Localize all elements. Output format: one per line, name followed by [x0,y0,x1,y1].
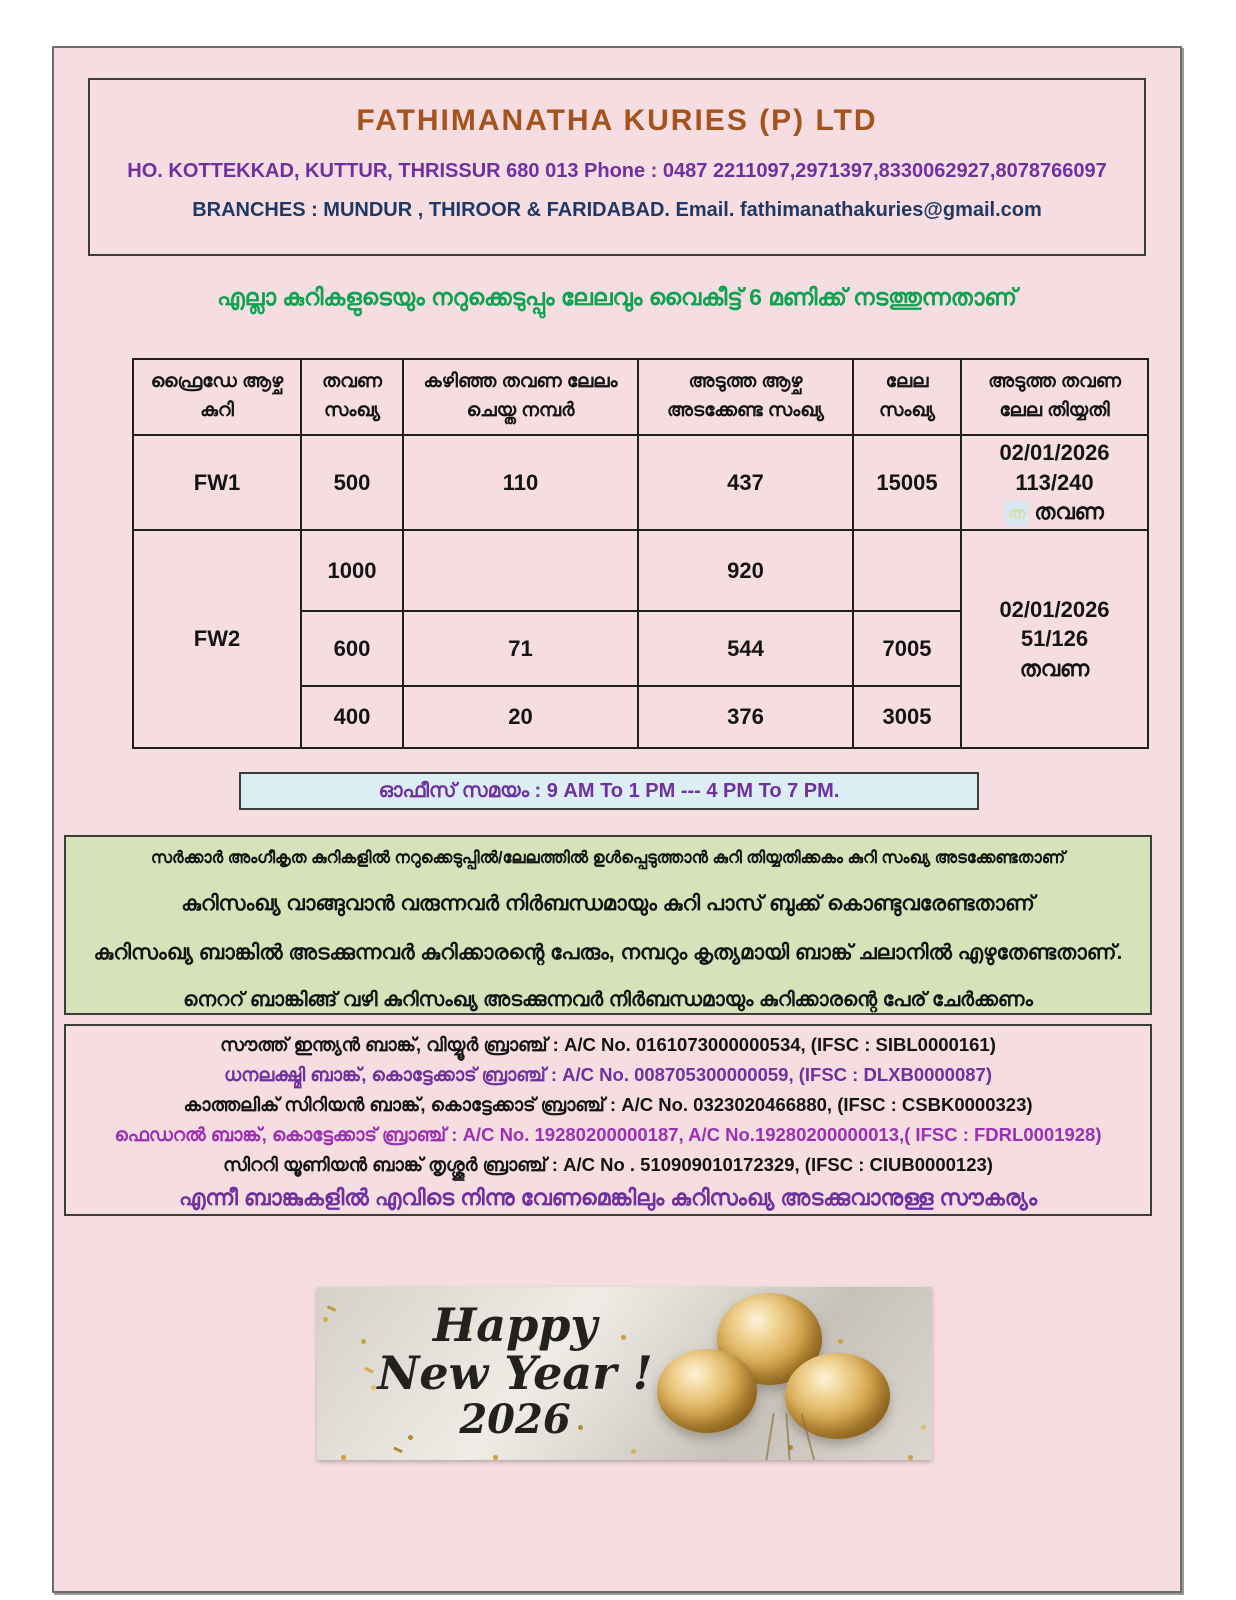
greeting-line-2: New Year ! [377,1346,653,1401]
header-last-auctioned-number: കഴിഞ്ഞ തവണ ലേലം ചെയ്ത നമ്പർ [403,359,638,435]
company-header-box [88,78,1146,256]
rule-line-2: കുറിസംഖ്യ വാങ്ങുവാൻ വരുന്നവർ നിർബന്ധമായും കുറി പാസ് ബുക്ക് കൊണ്ടുവരേണ്ടതാണ് [181,892,1035,915]
kuri-schedule-table-wrap [132,358,1149,749]
greeting-line-3: 2026 [459,1395,571,1443]
balloon-string [765,1413,774,1460]
office-hours-bar: ഓഫീസ് സമയം : 9 AM To 1 PM --- 4 PM To 7 PM. [239,772,979,810]
fw1-auction-amount: 15005 [853,435,961,530]
fw1-last-auction-no: 110 [403,435,638,530]
fw2-1000-installment: 1000 [301,530,403,611]
fw2-thavana-word: തവണ [1019,655,1090,681]
fw1-installment: 500 [301,435,403,530]
fw2-1000-next-week-amount: 920 [638,530,853,611]
fw2-600-installment: 600 [301,611,403,686]
fw2-600-next-week-amount: 544 [638,611,853,686]
bank-line-city-union-bank: സിററി യൂണിയൻ ബാങ്ക് തൃശ്ശൂർ ബ്രാഞ്ച് : A/C No . 510909010172329, (IFSC : CIUB0000123) [223,1154,993,1175]
table-header-row [133,359,1148,435]
table-row-fw2-1000 [133,530,1148,611]
confetti-bars [327,1305,336,1312]
fw2-installment-count: 51/126 [1020,626,1089,652]
header-next-auction-date: അടുത്ത തവണ ലേല തിയ്യതി [961,359,1148,435]
fw2-400-next-week-amount: 376 [638,686,853,748]
gold-balloon-icon [785,1353,890,1439]
fw2-600-last-auction-no: 71 [403,611,638,686]
greeting-line-1: Happy [432,1298,598,1352]
happy-new-year-banner [317,1287,932,1460]
header-friday-week-kuri: ഫ്രൈഡേ ആഴ്ച കുറി [133,359,301,435]
rule-line-3: കുറിസംഖ്യ ബാങ്കിൽ അടക്കുന്നവർ കുറിക്കാരന്റെ പേരും, നമ്പറും കൃത്യമായി ബാങ്ക് ചലാനിൽ എഴുതേണ്ടതാണ്. [93,941,1123,964]
header-installment-amount: തവണ സംഖ്യ [301,359,403,435]
fw1-thavana-word: തവണ [1034,499,1104,525]
confetti-dots [323,1317,328,1322]
bank-summary-line: എന്നീ ബാങ്കുകളിൽ എവിടെ നിന്നു വേണമെങ്കിലും കുറിസംഖ്യ അടക്കുവാനുള്ള സൗകര്യം [178,1185,1038,1210]
bank-accounts-box [64,1024,1152,1216]
balloon-string [785,1413,790,1460]
rule-line-4: നെററ് ബാങ്കിങ്ങ് വഴി കുറിസംഖ്യ അടക്കുന്നവർ നിർബന്ധമായും കുറിക്കാരന്റെ പേര് ചേർക്കണം [183,989,1033,1011]
company-title: FATHIMANATHA KURIES (P) LTD [356,104,878,137]
fw2-400-installment: 400 [301,686,403,748]
fw2-600-auction-amount: 7005 [853,611,961,686]
head-office-address: HO. KOTTEKKAD, KUTTUR, THRISSUR 680 013 Phone : 0487 2211097,2971397,8330062927,8078766097 [127,160,1107,182]
fw2-1000-auction-amount [853,530,961,611]
kuri-schedule-table [132,358,1149,749]
branches-and-email: BRANCHES : MUNDUR , THIROOR & FARIDABAD. Email. fathimanathakuries@gmail.com [192,199,1042,221]
rules-notice-box [64,835,1152,1015]
fw2-400-auction-amount: 3005 [853,686,961,748]
header-auction-amount: ലേല സംഖ്യ [853,359,961,435]
fw1-date: 02/01/2026 [999,440,1110,465]
fw2-next-auction-date [961,530,1148,748]
ghost-character: ത [1005,501,1028,525]
fw2-date: 02/01/2026 [999,596,1110,622]
bank-line-dhanalakshmi-bank: ധനലക്ഷ്മി ബാങ്ക്, കൊട്ടേക്കാട് ബ്രാഞ്ച് : A/C No. 008705300000059, (IFSC : DLXB0000087) [223,1064,993,1085]
fw1-thavana-label-line [966,497,1143,527]
rule-line-1: സർക്കാർ അംഗീകൃത കുറികളിൽ നറുക്കെടുപ്പിൽ/ലേലത്തിൽ ഉൾപ്പെടുത്താൻ കുറി തിയ്യതിക്കകം കുറി സംഖ്യ അടക്കേണ്ടതാണ് [150,849,1066,867]
fw1-next-week-amount: 437 [638,435,853,530]
header-next-week-payable: അടുത്ത ആഴ്ച അടക്കേണ്ട സംഖ്യ [638,359,853,435]
bank-line-south-indian-bank: സൗത്ത് ഇന്ത്യൻ ബാങ്ക്, വിയ്യൂർ ബ്രാഞ്ച് : A/C No. 0161073000000534, (IFSC : SIBL0000161) [220,1034,996,1055]
bank-line-catholic-syrian-bank: കാത്തലിക് സിറിയൻ ബാങ്ക്, കൊട്ടേക്കാട് ബ്രാഞ്ച് : A/C No. 0323020466880, (IFSC : CSBK0000323) [183,1094,1033,1115]
bank-line-federal-bank: ഫെഡറൽ ബാങ്ക്, കൊട്ടേക്കാട് ബ്രാഞ്ച് : A/C No. 19280200000187, A/C No.19280200000013,( IFSC : FDRL0001928) [114,1124,1102,1145]
pink-sheet [52,46,1182,1593]
fw2-1000-last-auction-no [403,530,638,611]
fw1-kuri-name: FW1 [133,435,301,530]
new-year-greeting-text [345,1298,685,1443]
fw1-installment-count: 113/240 [1015,469,1094,495]
fw2-kuri-name: FW2 [133,530,301,748]
table-row-fw1 [133,435,1148,530]
auction-time-announcement: എല്ലാ കുറികളുടെയും നറുക്കെടുപ്പും ലേലവും വൈകീട്ട് 6 മണിക്ക് നടത്തുന്നതാണ് [217,284,1017,310]
fw1-next-auction-date [961,435,1148,530]
fw2-400-last-auction-no: 20 [403,686,638,748]
